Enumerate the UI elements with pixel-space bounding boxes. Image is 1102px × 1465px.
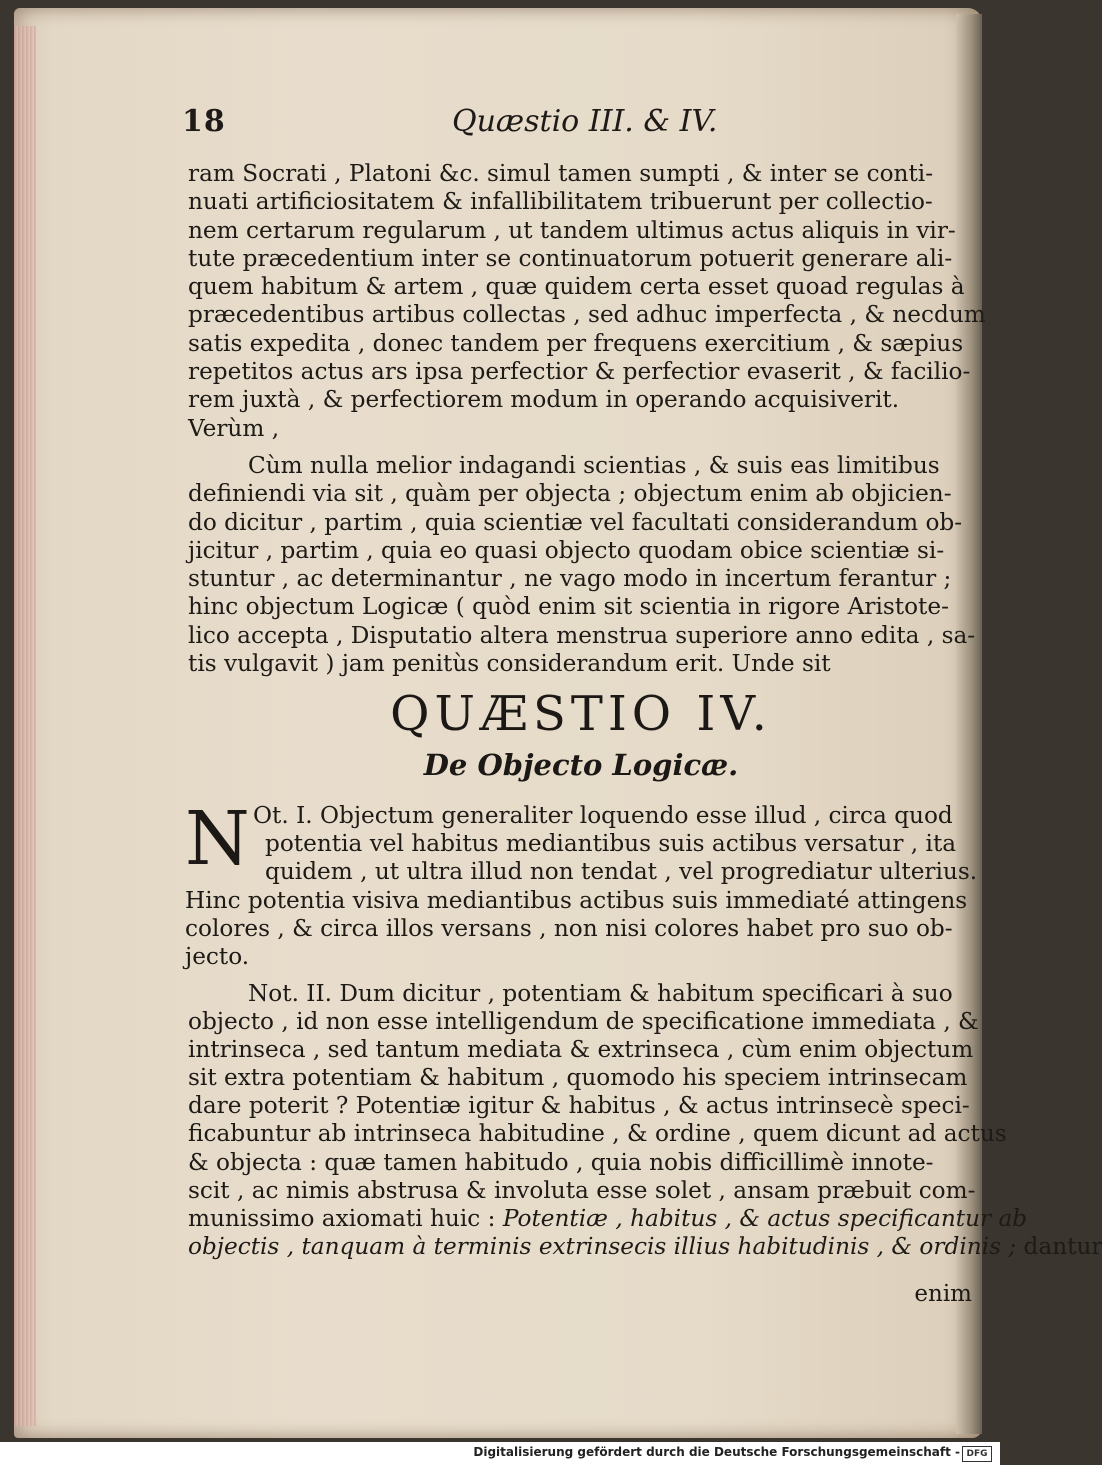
text-line: Verùm ,	[188, 414, 280, 442]
text-line: jicitur , partim , quia eo quasi objecto quodam obice scientiæ si-	[188, 536, 945, 564]
catchword: enim	[914, 1281, 972, 1307]
text-line: ram Socrati , Platoni &c. simul tamen sumpti , & inter se conti-	[188, 160, 934, 187]
text-line: hinc objectum Logicæ ( quòd enim sit scientia in rigore Aristote-	[188, 593, 949, 621]
text-line: ficabuntur ab intrinseca habitudine , & ordine , quem dicunt ad actus	[188, 1120, 1007, 1148]
note-one	[185, 796, 978, 971]
paragraph-cum-nulla	[188, 452, 974, 678]
text-line: nem certarum regularum , ut tandem ultimus actus aliquis in vir-	[188, 216, 956, 244]
text-line: jecto.	[185, 943, 250, 971]
page-number: 18	[182, 104, 226, 139]
text-line: quidem , ut ultra illud non tendat , vel progrediatur ulterius.	[265, 858, 978, 886]
text-line: tis vulgavit ) jam penitùs considerandum erit. Unde sit	[188, 650, 831, 678]
text-line: do dicitur , partim , quia scientiæ vel facultati considerandum ob-	[188, 508, 963, 536]
text-line: definiendi via sit , quàm per objecta ; objectum enim ab objicien-	[188, 480, 952, 508]
text-line: sit extra potentiam & habitum , quomodo his speciem intrinsecam	[188, 1064, 968, 1092]
text-dantur: dantur	[1023, 1232, 1102, 1260]
digitization-footer	[0, 1442, 1000, 1465]
text-line: dare poterit ? Potentiæ igitur & habitus , & actus intrinsecè speci-	[188, 1092, 970, 1120]
text-line: tute præcedentium inter se continuatorum potuerit generare ali-	[188, 244, 953, 272]
drop-cap: N	[185, 796, 250, 882]
paragraph-continuation	[188, 160, 986, 443]
text-line: præcedentibus artibus collectas , sed adhuc imperfecta , & necdum	[188, 301, 986, 329]
text-line: Ot. I. Objectum generaliter loquendo esse illud , circa quod	[253, 802, 953, 829]
page-header	[182, 104, 952, 154]
running-head: Quæstio III. & IV.	[452, 104, 718, 139]
page-edge-stack	[14, 26, 36, 1426]
text-line	[188, 1204, 1028, 1233]
text-line: objecto , id non esse intelligendum de specificatione immediata , &	[188, 1008, 979, 1036]
text-line: scit , ac nimis abstrusa & involuta esse solet , ansam præbuit com-	[188, 1176, 976, 1204]
axiom-lead: munissimo axiomati huic :	[188, 1204, 496, 1232]
text-line: & objecta : quæ tamen habitudo , quia nobis difficillimè innote-	[188, 1148, 934, 1176]
question-title: QUÆSTIO IV.	[390, 686, 772, 742]
text-line: Cùm nulla melior indagandi scientias , & suis eas limitibus	[248, 452, 940, 479]
text-line: nuati artificiositatem & infallibilitatem tribuerunt per collectio-	[188, 188, 933, 216]
text-line: intrinseca , sed tantum mediata & extrinseca , cùm enim objectum	[188, 1036, 974, 1064]
axiom-italic: objectis , tanquam à terminis extrinsecis illius habitudinis , & ordinis ;	[188, 1232, 1017, 1260]
dfg-logo: DFG	[962, 1446, 992, 1462]
footer-credit: Digitalisierung gefördert durch die Deutsche Forschungsgemeinschaft -	[473, 1445, 960, 1459]
text-line: colores , & circa illos versans , non nisi colores habet pro suo ob-	[185, 914, 953, 942]
text-line	[188, 1232, 1102, 1261]
question-subtitle: De Objecto Logicæ.	[423, 748, 739, 782]
text-line: repetitos actus ars ipsa perfectior & perfectior evaserit , & facilio-	[188, 358, 971, 386]
text-line: quem habitum & artem , quæ quidem certa esset quoad regulas à	[188, 273, 965, 301]
note-two	[188, 980, 1102, 1261]
text-line: potentia vel habitus mediantibus suis actibus versatur , ita	[265, 830, 957, 858]
text-line: stuntur , ac determinantur , ne vago modo in incertum ferantur ;	[188, 565, 952, 593]
text-line: satis expedita , donec tandem per frequens exercitium , & sæpius	[188, 329, 964, 357]
text-line: rem juxtà , & perfectiorem modum in operando acquisiverit.	[188, 386, 900, 414]
axiom-italic: Potentiæ , habitus , & actus specificantur ab	[502, 1204, 1028, 1232]
text-line: Not. II. Dum dicitur , potentiam & habitum specificari à suo	[248, 980, 953, 1007]
text-line: lico accepta , Disputatio altera menstrua superiore anno edita , sa-	[188, 621, 976, 649]
text-line: Hinc potentia visiva mediantibus actibus suis immediaté attingens	[185, 886, 968, 914]
